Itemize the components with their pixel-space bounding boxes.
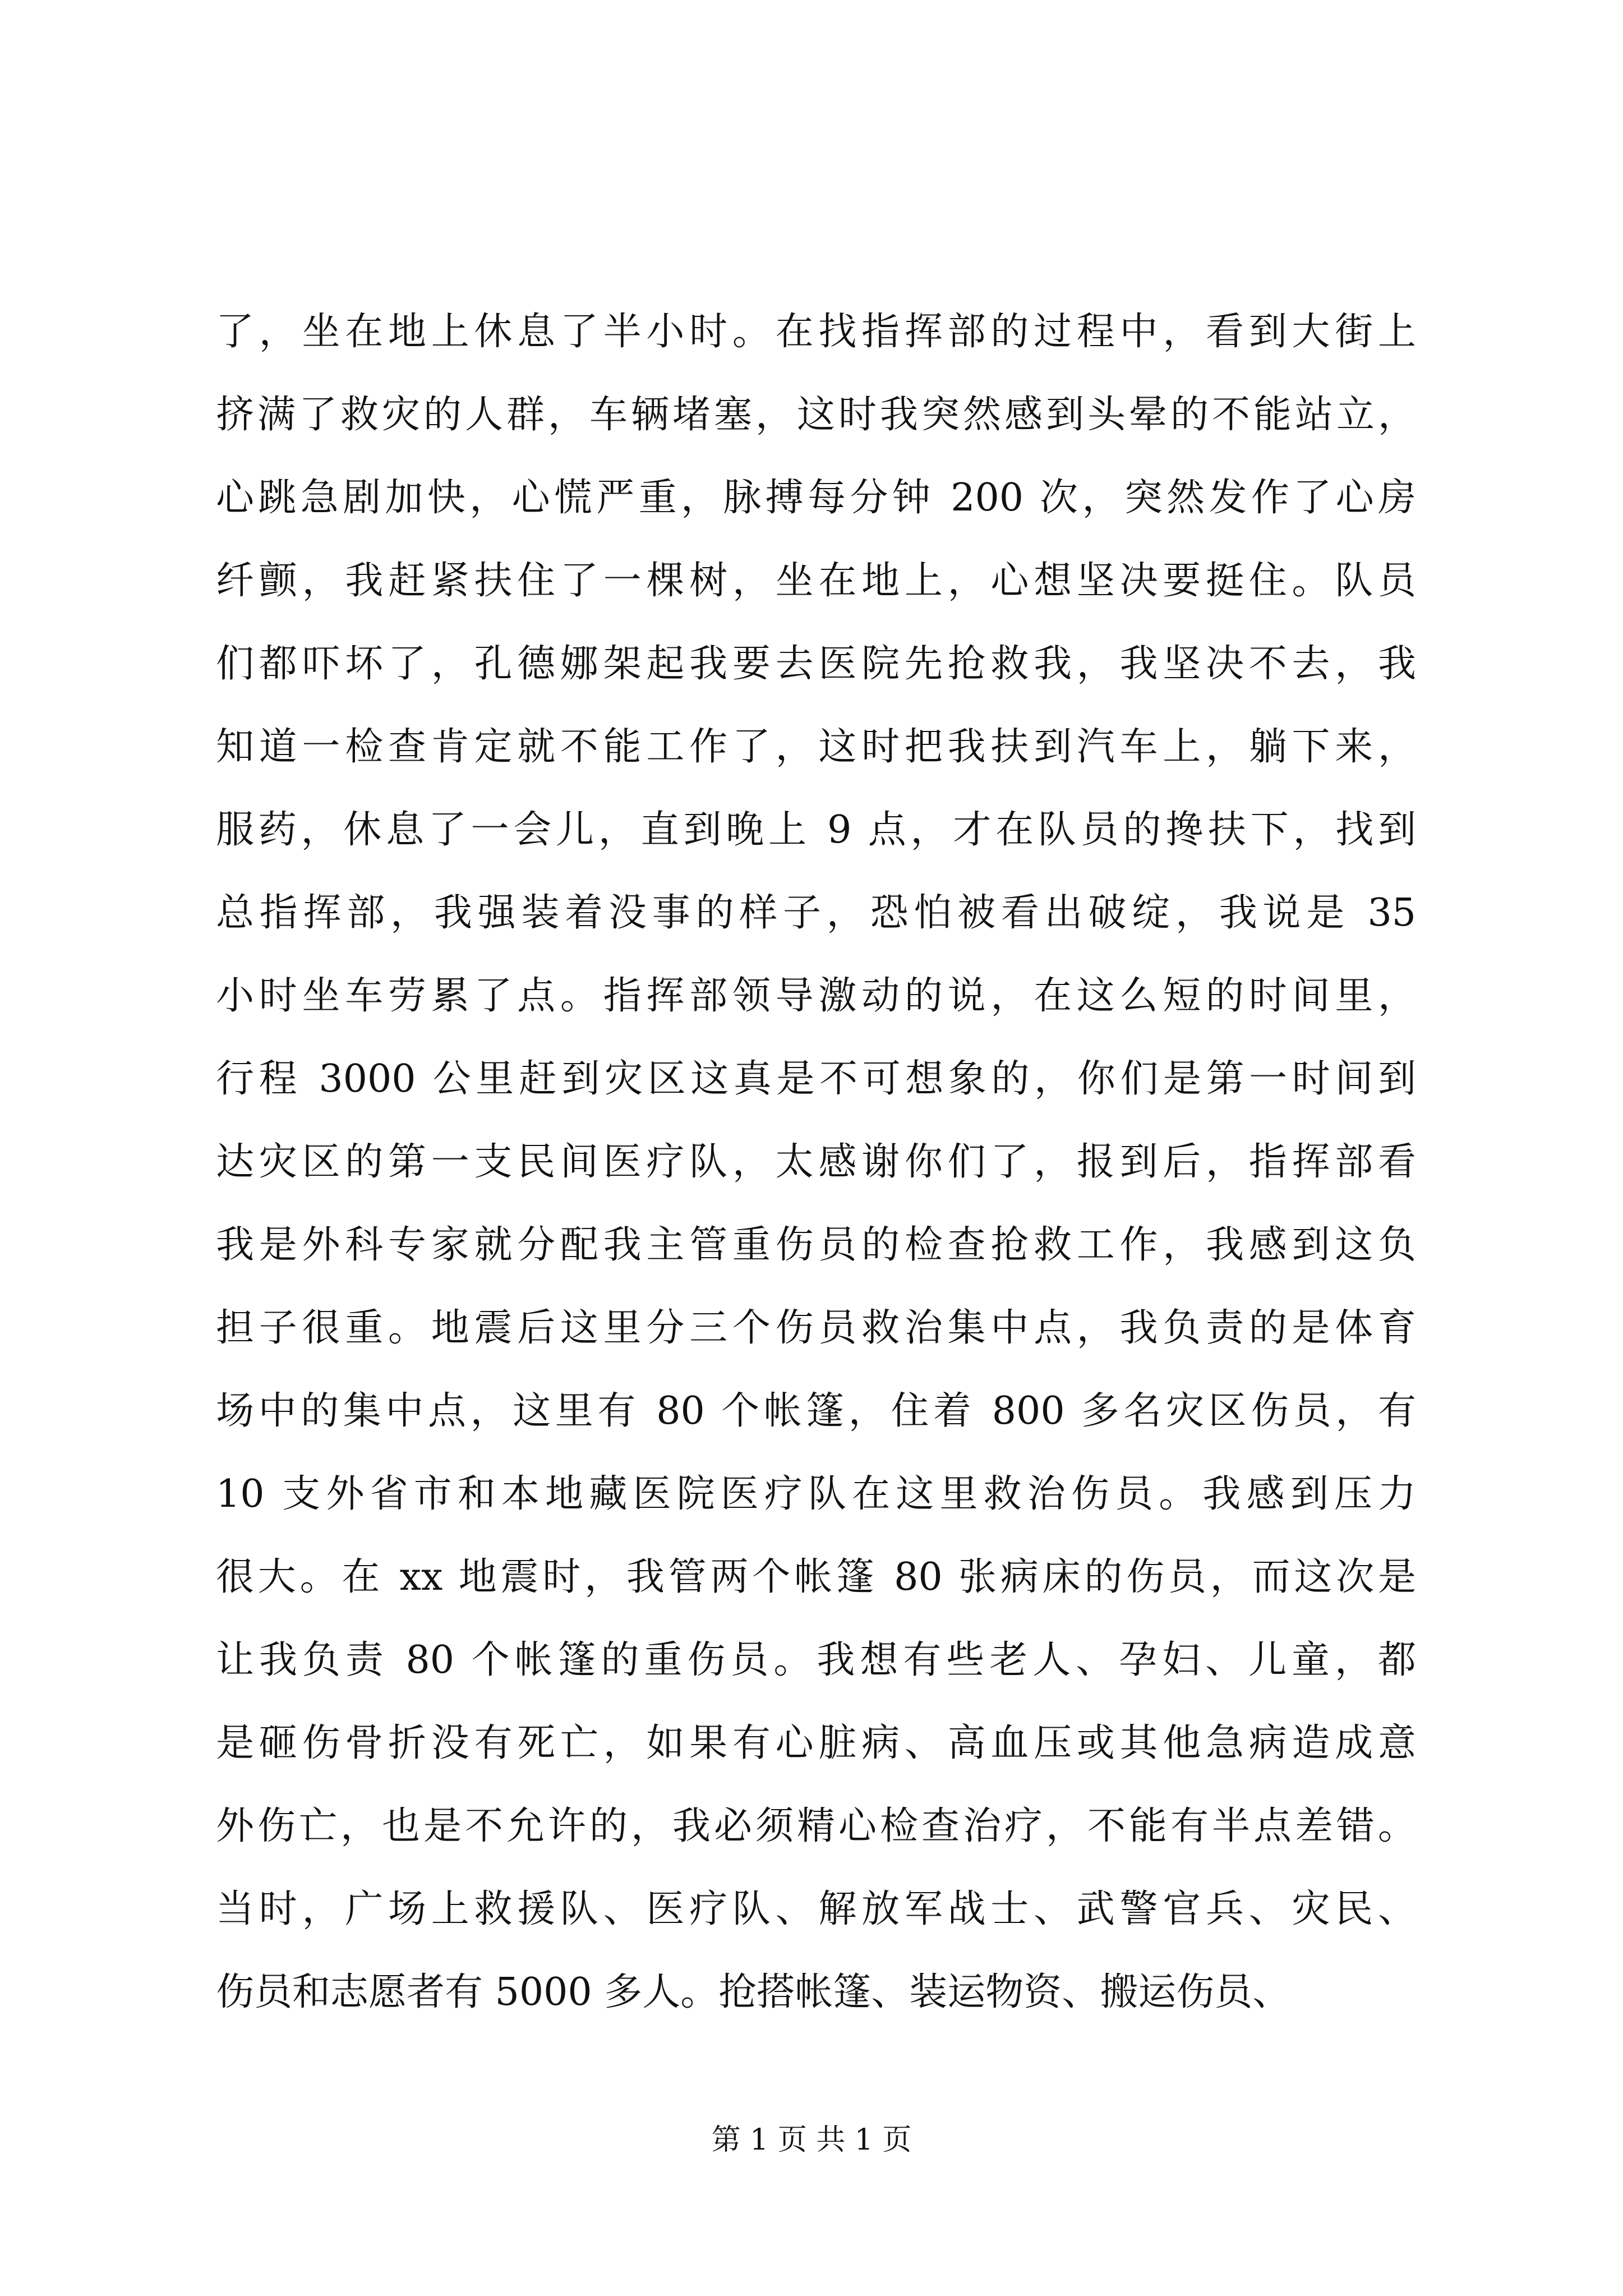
text-line: 很大。在 xx 地震时，我管两个帐篷 80 张病床的伤员，而这次是 [216, 1555, 1416, 1599]
text-line: 心跳急剧加快，心慌严重，脉搏每分钟 200 次，突然发作了心房 [216, 476, 1416, 520]
text-line: 小时坐车劳累了点。指挥部领导激动的说，在这么短的时间里， [216, 974, 1416, 1018]
text-line: 我是外科专家就分配我主管重伤员的检查抢救工作，我感到这负 [216, 1223, 1416, 1267]
text-line: 让我负责 80 个帐篷的重伤员。我想有些老人、孕妇、儿童，都 [216, 1638, 1416, 1682]
page-footer [0, 2118, 1623, 2162]
text-line: 伤员和志愿者有 5000 多人。抢搭帐篷、装运物资、搬运伤员、 [216, 1970, 1291, 2014]
text-line: 是砸伤骨折没有死亡，如果有心脏病、高血压或其他急病造成意 [216, 1721, 1416, 1765]
text-line: 挤满了救灾的人群，车辆堵塞，这时我突然感到头晕的不能站立， [216, 393, 1416, 437]
text-line: 场中的集中点，这里有 80 个帐篷，住着 800 多名灾区伤员，有 [216, 1389, 1416, 1433]
text-line: 了，坐在地上休息了半小时。在找指挥部的过程中，看到大街上 [216, 310, 1416, 354]
text-line: 担子很重。地震后这里分三个伤员救治集中点，我负责的是体育 [216, 1306, 1416, 1350]
document-body [216, 291, 1416, 2034]
text-line: 们都吓坏了，孔德娜架起我要去医院先抢救我，我坚决不去，我 [216, 642, 1416, 686]
text-line: 行程 3000 公里赶到灾区这真是不可想象的，你们是第一时间到 [216, 1057, 1416, 1101]
text-line: 总指挥部，我强装着没事的样子，恐怕被看出破绽，我说是 35 [216, 891, 1416, 935]
page-number-label: 第 1 页 共 1 页 [711, 2123, 912, 2157]
text-line: 纤颤，我赶紧扶住了一棵树，坐在地上，心想坚决要挺住。队员 [216, 559, 1416, 603]
text-line: 10 支外省市和本地藏医院医疗队在这里救治伤员。我感到压力 [216, 1472, 1416, 1516]
text-line: 知道一检查肯定就不能工作了，这时把我扶到汽车上，躺下来， [216, 725, 1416, 769]
text-line: 外伤亡，也是不允许的，我必须精心检查治疗，不能有半点差错。 [216, 1804, 1416, 1848]
text-line: 当时，广场上救援队、医疗队、解放军战士、武警官兵、灾民、 [216, 1887, 1416, 1931]
text-line: 服药，休息了一会儿，直到晚上 9 点，才在队员的搀扶下，找到 [216, 808, 1416, 852]
text-line: 达灾区的第一支民间医疗队，太感谢你们了，报到后，指挥部看 [216, 1140, 1416, 1184]
